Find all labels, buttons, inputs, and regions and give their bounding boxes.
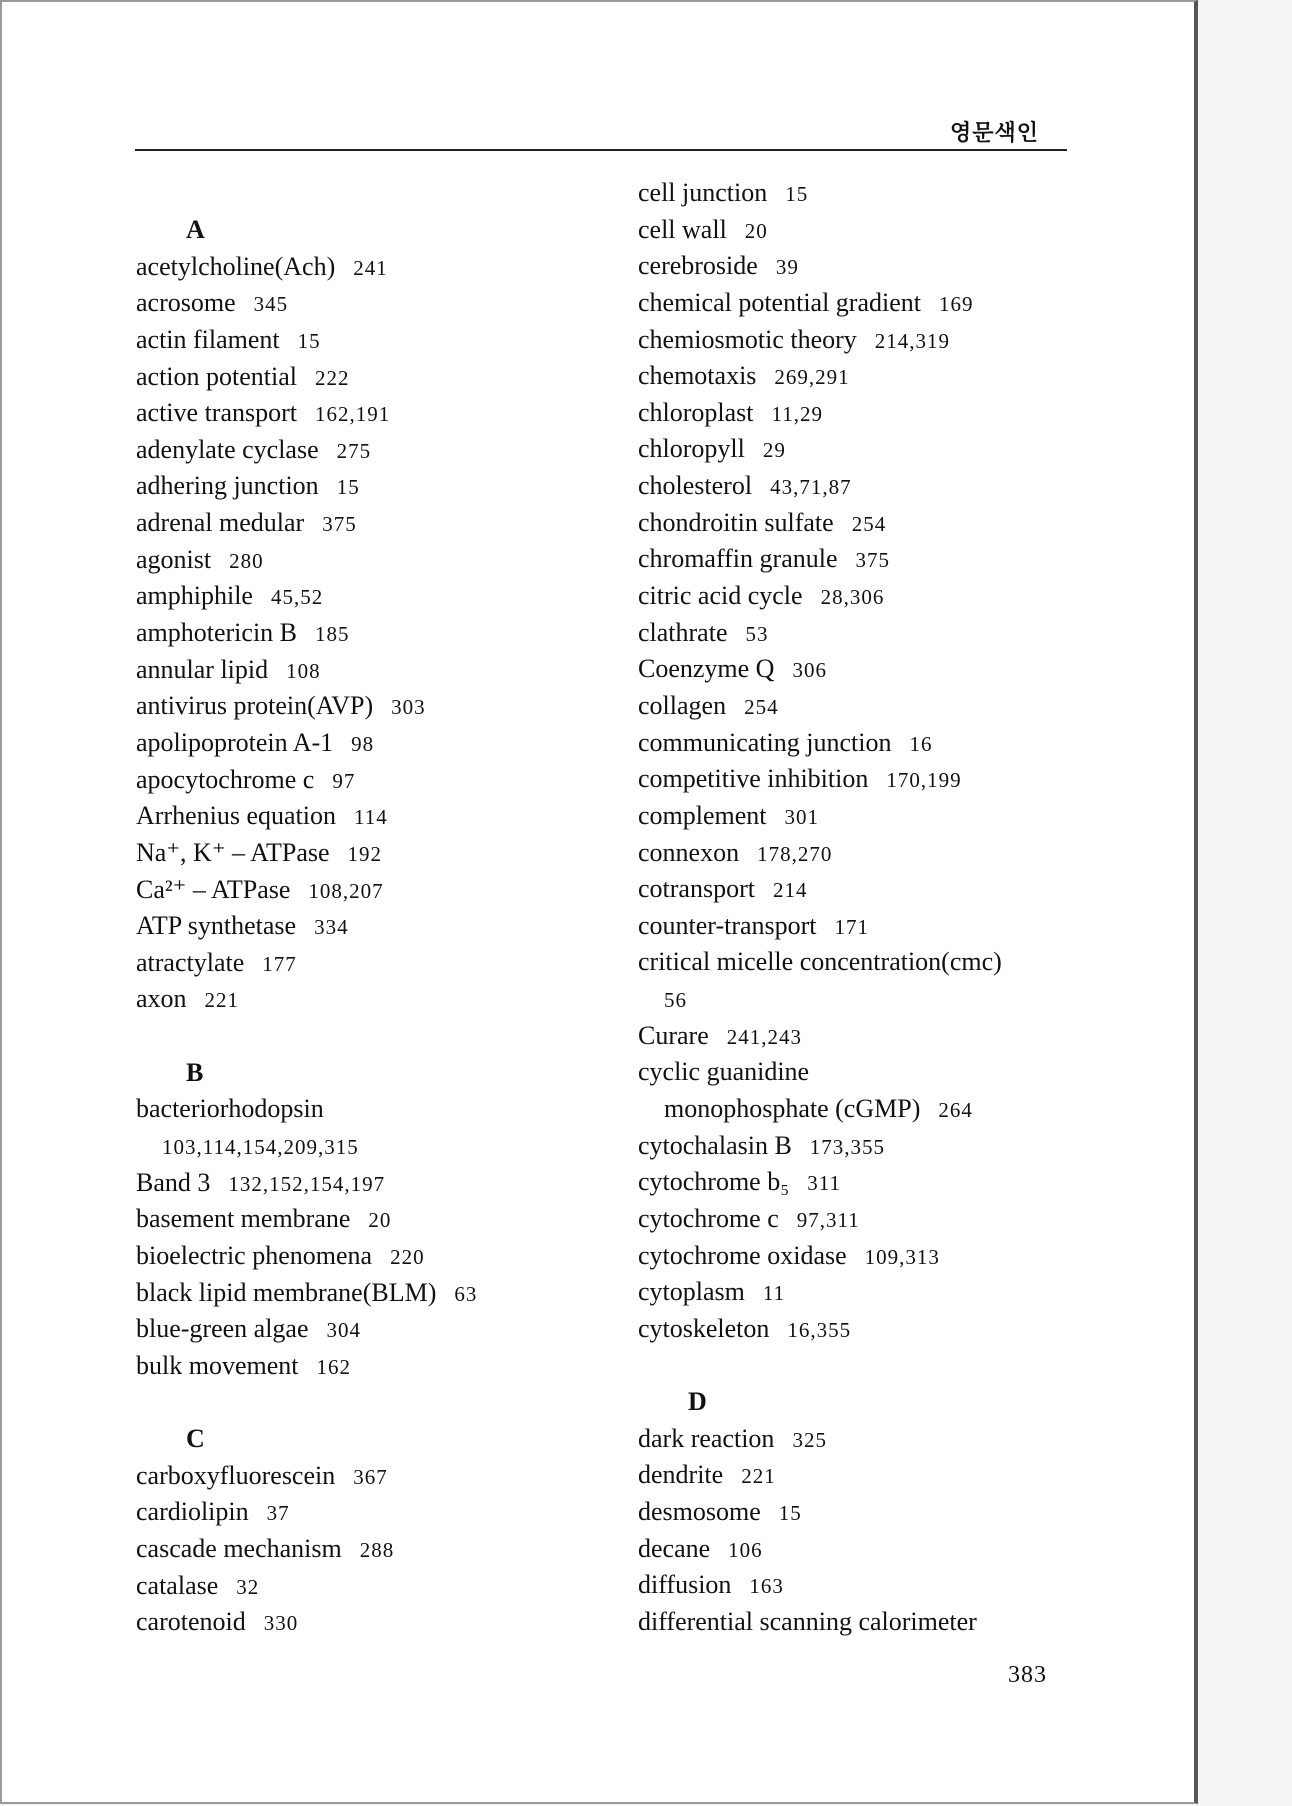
index-pages: 98 [351,731,375,756]
index-entry [136,359,656,396]
index-pages: 345 [253,292,289,317]
index-entry [136,1201,656,1238]
index-term: annular lipid [136,654,269,684]
index-entry [638,175,1158,212]
index-term: counter-transport [638,910,817,940]
index-pages: 171 [834,914,870,939]
index-entry [136,322,656,359]
index-term: cell junction [638,178,768,207]
index-term: atractylate [136,947,245,977]
index-entry [136,505,656,542]
index-term: cyclic guanidine [638,1057,810,1087]
index-pages: 11,29 [771,401,824,426]
index-pages: 45,52 [270,585,324,610]
index-term: amphotericin B [136,618,298,648]
index-entry [638,1128,1158,1165]
index-entry [136,1604,656,1641]
index-entry [136,798,656,835]
index-term: cascade mechanism [136,1534,342,1564]
running-head: 영문색인 [950,121,1040,146]
index-term: chemotaxis [638,361,757,391]
index-pages: 178,270 [757,841,833,866]
index-entry [136,615,656,652]
index-pages: 53 [745,621,769,646]
index-pages: 11 [762,1281,786,1306]
index-pages: 192 [347,841,383,866]
index-term: adhering junction [136,471,319,501]
index-entry-continuation [638,1091,1158,1128]
index-entry [638,541,1158,578]
index-term: antivirus protein(AVP) [136,691,374,721]
index-pages: 303 [391,695,426,720]
index-column-right [638,175,1158,1641]
index-term: cytochrome c [638,1203,779,1233]
index-term: Na⁺, K⁺ – ATPase [136,837,330,867]
index-pages: 29 [762,438,786,463]
index-pages: 114 [354,805,388,830]
index-pages: 20 [744,218,768,243]
index-entry [136,285,656,322]
index-entry [638,1421,1158,1458]
index-pages: 304 [326,1318,362,1343]
index-pages: 37 [266,1501,290,1526]
index-term: chemical potential gradient [638,287,921,317]
index-entry [136,468,656,505]
index-entry [638,358,1158,395]
index-entry [136,652,656,689]
index-term: adrenal medular [136,508,305,538]
index-pages: 241,243 [726,1024,802,1049]
index-entry [638,1604,1158,1641]
index-term: differential scanning calorimeter [638,1606,977,1636]
index-pages: 106 [728,1537,763,1562]
index-pages: 275 [336,438,372,463]
index-term: decane [638,1533,711,1563]
index-section-heading: D [688,1387,707,1417]
index-entry [136,249,656,286]
index-entry [638,944,1158,981]
index-term: black lipid membrane(BLM) [136,1277,437,1307]
index-term: Coenzyme Q [638,654,775,684]
index-term: axon [136,984,187,1014]
index-pages: 301 [784,804,820,829]
index-term: blue-green algae [136,1314,309,1344]
index-entry [638,1164,1158,1201]
index-pages: 288 [359,1538,395,1563]
index-pages: 254 [744,694,779,719]
index-entry [136,725,656,762]
index-pages: 109,313 [864,1244,940,1269]
index-pages: 16 [909,731,933,756]
index-pages: 162,191 [315,402,391,427]
index-entry [136,945,656,982]
index-entry [638,651,1158,688]
index-entry [638,285,1158,322]
blank-line [638,1348,1158,1385]
index-pages: 32 [236,1574,260,1599]
index-entry-continuation [136,1128,656,1165]
index-entry [638,248,1158,285]
index-pages: 254 [851,511,887,536]
index-term: agonist [136,544,212,574]
index-entry [638,1567,1158,1604]
index-term: carotenoid [136,1607,246,1637]
index-term: carboxyfluorescein [136,1460,336,1490]
index-pages: 185 [315,622,350,647]
index-pages: 103,114,154,209,315 [162,1135,359,1160]
index-entry [136,1348,656,1385]
index-term: connexon [638,837,740,867]
index-term: acetylcholine(Ach) [136,251,336,281]
index-pages: 169 [939,291,974,316]
index-term: dark reaction [638,1423,775,1453]
index-entry [638,1201,1158,1238]
index-term: citric acid cycle [638,581,803,611]
index-term: cytochrome b₅ [638,1167,790,1197]
index-entry [638,1457,1158,1494]
index-term: critical micelle concentration(cmc) [638,947,1002,977]
index-pages: 20 [368,1208,392,1233]
index-section-heading: C [186,1424,205,1454]
index-term: adenylate cyclase [136,434,319,464]
index-entry [136,1091,656,1128]
index-term: cholesterol [638,471,753,501]
index-pages: 214,319 [874,328,951,353]
index-entry [638,615,1158,652]
index-term: desmosome [638,1497,761,1527]
index-entry [136,688,656,725]
index-term: apolipoprotein A-1 [136,727,334,757]
index-pages: 15 [297,328,321,353]
index-entry [638,468,1158,505]
index-term: catalase [136,1570,219,1600]
index-pages: 280 [229,548,264,573]
index-pages: 108,207 [308,878,384,903]
index-term: Arrhenius equation [136,801,337,831]
index-entry [136,981,656,1018]
index-term: cytoskeleton [638,1313,770,1343]
index-entry [638,1238,1158,1275]
index-term: cytochrome oxidase [638,1240,847,1270]
index-pages: 173,355 [809,1134,886,1159]
index-pages: 39 [775,255,799,280]
index-entry [136,1311,656,1348]
index-entry [136,908,656,945]
index-term: cytoplasm [638,1277,745,1307]
index-term: active transport [136,398,297,428]
index-term: Curare [638,1020,709,1050]
index-pages: 311 [807,1171,842,1196]
index-pages: 170,199 [886,768,962,793]
index-term: cerebroside [638,251,758,281]
blank-line [136,1385,656,1422]
index-term: collagen [638,690,727,720]
index-entry [638,1274,1158,1311]
index-term: chloropyll [638,434,745,464]
index-term: clathrate [638,617,728,647]
index-term: bioelectric phenomena [136,1240,373,1270]
index-pages: 16,355 [787,1317,852,1342]
index-entry [136,1238,656,1275]
index-pages: 325 [792,1427,827,1452]
index-pages: 63 [454,1281,478,1306]
index-pages: 56 [664,988,687,1013]
index-entry [136,1568,656,1605]
index-term: cotransport [638,874,755,904]
index-section-heading: A [186,215,205,244]
index-entry [136,1165,656,1202]
index-pages: 28,306 [820,585,885,610]
index-entry [638,322,1158,359]
index-pages: 15 [785,182,809,206]
index-entry [638,835,1158,872]
index-term: cell wall [638,214,727,244]
index-entry [136,432,656,469]
index-term: basement membrane [136,1204,351,1234]
index-term: chemiosmotic theory [638,324,857,354]
index-term: monophosphate (cGMP) [664,1094,921,1124]
page-number: 383 [1008,1662,1047,1688]
index-term: cardiolipin [136,1497,249,1527]
index-term: acrosome [136,288,236,318]
index-entry [136,872,656,909]
index-column-left [136,212,656,1641]
index-term: apocytochrome c [136,764,315,794]
index-pages: 269,291 [774,365,850,390]
index-term: chloroplast [638,397,754,427]
index-entry [136,1531,656,1568]
index-entry [136,542,656,579]
index-pages: 222 [315,365,350,390]
index-term: communicating junction [638,727,892,757]
index-entry [638,761,1158,798]
index-term: amphiphile [136,581,253,611]
index-pages: 375 [855,548,890,573]
index-entry [638,1494,1158,1531]
index-entry [638,725,1158,762]
index-pages: 15 [336,475,360,500]
index-entry [638,505,1158,542]
index-entry [638,1054,1158,1091]
index-entry [638,688,1158,725]
index-term: chondroitin sulfate [638,507,834,537]
index-pages: 163 [749,1574,784,1599]
index-entry [136,1494,656,1531]
index-section-heading: B [186,1057,204,1087]
header-rule [135,149,1067,151]
index-entry [638,1311,1158,1348]
index-term: Band 3 [136,1167,211,1197]
index-entry [136,762,656,799]
index-term: dendrite [638,1460,724,1490]
index-pages: 97,311 [796,1207,860,1232]
index-pages: 330 [263,1611,299,1636]
index-entry [638,871,1158,908]
index-pages: 221 [204,988,240,1013]
index-term: ATP synthetase [136,911,297,941]
index-term: Ca²⁺ – ATPase [136,874,291,904]
index-pages: 334 [314,915,349,940]
index-pages: 264 [938,1098,973,1123]
index-entry [638,908,1158,945]
index-pages: 162 [316,1354,351,1379]
index-entry [638,1018,1158,1055]
index-entry [136,1458,656,1495]
index-pages: 221 [741,1464,776,1489]
index-term: bacteriorhodopsin [136,1094,324,1124]
index-entry [638,212,1158,249]
index-entry-continuation [638,981,1158,1018]
index-entry [638,395,1158,432]
index-pages: 375 [322,512,357,537]
index-pages: 367 [353,1464,388,1489]
index-term: cytochalasin B [638,1130,792,1160]
index-entry [638,798,1158,835]
index-pages: 43,71,87 [770,475,852,500]
index-pages: 306 [792,658,827,683]
index-entry [136,578,656,615]
index-term: complement [638,800,767,830]
blank-line [136,1018,656,1055]
index-entry [136,835,656,872]
index-term: diffusion [638,1570,732,1600]
index-term: bulk movement [136,1350,299,1380]
index-pages: 108 [286,658,321,683]
index-pages: 177 [262,951,297,976]
index-term: competitive inhibition [638,764,869,794]
index-entry [638,578,1158,615]
index-term: chromaffin granule [638,544,838,574]
index-pages: 132,152,154,197 [228,1171,386,1196]
index-pages: 15 [778,1501,802,1526]
index-entry [136,395,656,432]
index-term: action potential [136,361,298,391]
index-entry [136,1275,656,1312]
index-pages: 241 [353,255,388,280]
index-pages: 220 [390,1244,425,1269]
index-pages: 97 [332,768,356,793]
index-entry [638,1531,1158,1568]
index-term: actin filament [136,324,280,354]
index-entry [638,431,1158,468]
index-pages: 214 [772,878,808,903]
